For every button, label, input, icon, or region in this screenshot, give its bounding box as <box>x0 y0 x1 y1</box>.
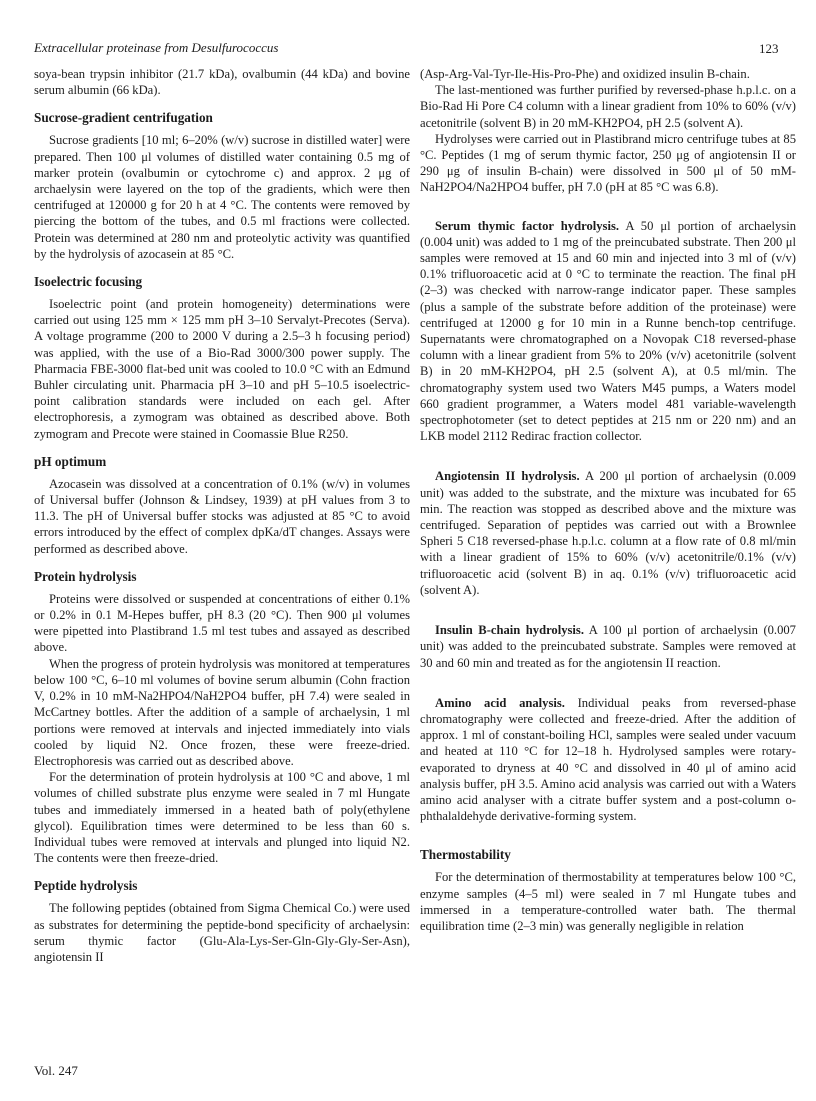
amino-acid-paragraph <box>420 695 796 825</box>
serum-thymic-factor-text: A 50 μl portion of archaelysin (0.004 unit) was added to 1 mg of the preincubated substrate. Then 200 μl samples were removed at 15 and 60 min and injected into 3 ml of (v/v) 0.1% trifluoroacetic acid at 0 °C to terminate the reaction. The final pH (2–3) was checked with narrow-range indicator paper. These samples (plus a sample of the substrate before addition of the proteinase) were centrifuged at 12000 g for 10 min in a Runne bench-top centrifuge. Supernatants were chromatographed on a Novopak C18 reversed-phase column with a linear gradient from 5% to 20% (v/v) acetonitrile (solvent B) in 20 mM-KH2PO4, pH 2.5 (solvent A), at 0.5 ml/min. The chromatography system used two Waters M45 pumps, a Waters model 660 gradient programmer, a Waters model 481 variable-wavelength spectrophotometer (set to detect peptides at 215 nm or 220 nm) and an LKB model 2112 Redirac fraction collector. <box>420 218 796 444</box>
amino-acid-text: Individual peaks from reversed-phase chromatography were collected and freeze-dried. After the addition of approx. 1 ml of constant-boiling HCl, samples were sealed under vacuum and heated at 110 °C for 12–18 h. Hydrolysed samples were rotary-evaporated to dryness at 40 °C and dissolved in 40 μl of amino acid analysis buffer, pH 3.5. Amino acid analysis was carried out with a Waters amino acid analyser with a citrate buffer system and a post-column o-phthalaldehyde derivative-forming system. <box>420 695 796 824</box>
serum-thymic-factor-paragraph <box>420 218 796 445</box>
isoelectric-paragraph: Isoelectric point (and protein homogeneity) determinations were carried out using 125 mm × 125 mm pH 3–10 Servalyt-Precotes (Serva). A voltage programme (200 to 2000 V during a 2.5–3 h focusing period) was applied, with the use of a Bio-Rad 3000/300 power supply. The Pharmacia FBE-3000 flat-bed unit was cooled to 10.0 °C with an Edmund Buhler circulating unit. Pharmacia pH 3–10 and pH 5–10.5 isoelectric-point calibration standards were included on each gel. After electrophoresis, a zymogram was obtained as described above. Both zymogram and Precote were stained in Coomassie Blue R250. <box>34 297 410 441</box>
left-column <box>34 66 410 965</box>
insulin-text: A 100 μl portion of archaelysin (0.007 unit) was added to the preincubated substrate. Samples were removed at 30 and 60 min and treated as for the angiotensin II reaction. <box>420 623 796 670</box>
running-title: Extracellular proteinase from Desulfurococcus <box>34 40 279 55</box>
peptide-list-continuation: (Asp-Arg-Val-Tyr-Ile-His-Pro-Phe) and oxidized insulin B-chain. <box>420 67 750 81</box>
protein-hydrolysis-paragraph-2: When the progress of protein hydrolysis was monitored at temperatures below 100 °C, 6–10 ml volumes of bovine serum albumin (Cohn fraction V, 0.2% in 10 mM-Na2HPO4/NaH2PO4 buffer, pH 7.4) were sealed in McCartney bottles. After the addition of a sample of archaelysin, 1 ml portions were removed at intervals and injected immediately into vials cooled by liquid N2. Once frozen, these were freeze-dried. Electrophoresis was carried out as described above. <box>34 656 410 768</box>
peptide-hydrolysis-heading: Peptide hydrolysis <box>34 878 138 894</box>
right-column <box>420 66 796 934</box>
peptide-hydrolysis-paragraph: The following peptides (obtained from Sigma Chemical Co.) were used as substrates for determining the peptide-bond specificity of archaelysin: serum thymic factor (Glu-Ala-Lys-Ser-Gln-Gly-Gly-Ser-Asn), angiotensin II <box>34 901 410 964</box>
ph-optimum-heading: pH optimum <box>34 453 107 469</box>
isoelectric-heading: Isoelectric focusing <box>34 274 143 290</box>
angiotensin-text: A 200 μl portion of archaelysin (0.009 unit) was added to the substrate, and the mixture was incubated for 65 min. The reaction was stopped as described above and the mixture was centrifuged. Separation of peptides was carried out with a Brownlee Spheri 5 C18 reversed-phase h.p.l.c. column at a flow rate of 0.8 ml/min with a linear gradient of 15% to 60% (v/v) acetonitrile/0.1% (v/v) trifluoroacetic acid (solvent B) in aq. 0.1% (v/v) trifluoroacetic acid (solvent A). <box>420 469 796 597</box>
thermostability-heading: Thermostability <box>420 847 511 863</box>
amino-acid-heading: Amino acid analysis. <box>435 695 565 710</box>
intro-paragraph: soya-bean trypsin inhibitor (21.7 kDa), ovalbumin (44 kDa) and bovine serum albumin (66 kDa). <box>34 67 410 98</box>
sucrose-paragraph: Sucrose gradients [10 ml; 6–20% (w/v) sucrose in distilled water] were prepared. Then 100 μl volumes of distilled water containing 0.5 mg of marker protein (ovalbumin or cytochrome c) and approx. 2 μg of archaelysin were layered on the top of the gradients, which were then centrifuged at 120000 g for 20 h at 4 °C. The contents were removed by piercing the bottom of the tubes, and 0.5 ml fractions were collected. Protein was determined at 280 nm and proteolytic activity was quantified by the hydrolysis of azocasein at 85 °C. <box>34 133 410 261</box>
purification-paragraph: The last-mentioned was further purified by reversed-phase h.p.l.c. on a Bio-Rad Hi Pore C4 column with a linear gradient from 10% to 60% (v/v) acetonitrile (solvent B) in 20 mM-KH2PO4, pH 2.5 (solvent A). <box>420 83 796 130</box>
protein-hydrolysis-paragraph-3: For the determination of protein hydrolysis at 100 °C and above, 1 ml volumes of chilled substrate plus enzyme were sealed in 7 ml Hungate tubes and immediately immersed in a heated bath of poly(ethylene glycol). Equilibration times were determined to be less than 60 s. Individual tubes were removed at intervals and plunged into liquid N2. The contents were then freeze-dried. <box>34 770 410 866</box>
ph-optimum-paragraph: Azocasein was dissolved at a concentration of 0.1% (w/v) in volumes of Universal buffer (Johnson & Lindsey, 1939) at pH values from 3 to 11.3. The pH of Universal buffer stocks was adjusted at 85 °C to avoid errors introduced by the effect of complex dpKa/dT changes. Assays were performed as described above. <box>34 476 410 556</box>
page-number: 123 <box>759 41 779 56</box>
protein-hydrolysis-heading: Protein hydrolysis <box>34 568 137 584</box>
serum-thymic-factor-heading: Serum thymic factor hydrolysis. <box>435 218 620 233</box>
angiotensin-paragraph <box>420 468 796 598</box>
volume-footer: Vol. 247 <box>34 1063 78 1078</box>
insulin-heading: Insulin B-chain hydrolysis. <box>435 623 584 638</box>
insulin-paragraph <box>420 622 796 671</box>
angiotensin-heading: Angiotensin II hydrolysis. <box>435 469 580 484</box>
sucrose-heading: Sucrose-gradient centrifugation <box>34 110 213 126</box>
thermostability-paragraph: For the determination of thermostability at temperatures below 100 °C, enzyme samples (4–5 ml) were sealed in 7 ml Hungate tubes and immersed in a temperature-controlled water bath. The thermal equilibration time (2–3 min) was generally negligible in relation <box>420 870 796 933</box>
hydrolyses-paragraph: Hydrolyses were carried out in Plastibrand micro centrifuge tubes at 85 °C. Peptides (1 mg of serum thymic factor, 250 μg of angiotensin II or 290 μg of insulin B-chain) were dissolved in 500 μl of 50 mM-NaH2PO4/Na2HPO4 buffer, pH 7.0 (pH at 85 °C was 6.8). <box>420 131 796 195</box>
protein-hydrolysis-paragraph-1: Proteins were dissolved or suspended at concentrations of either 0.1% or 0.2% in 0.1 M-Hepes buffer, pH 8.3 (20 °C). Then 900 μl volumes were pipetted into Plastibrand 1.5 ml test tubes and assayed as described above. <box>34 591 410 655</box>
